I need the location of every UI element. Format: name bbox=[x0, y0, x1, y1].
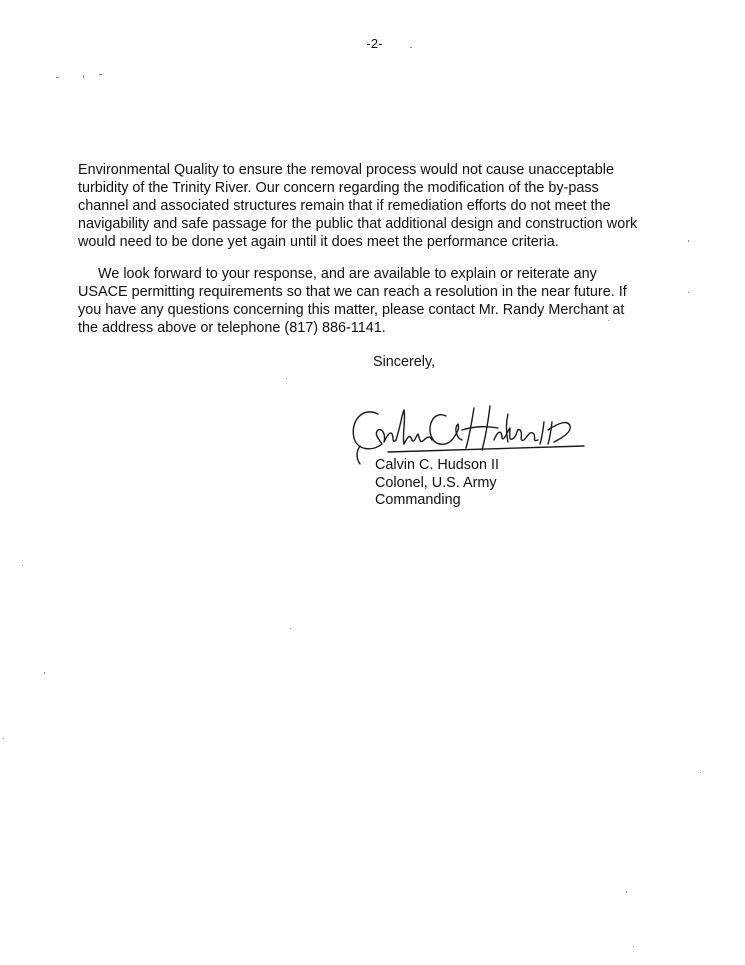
scan-speck bbox=[22, 565, 23, 566]
signatory-title: Colonel, U.S. Army bbox=[375, 474, 497, 491]
paragraph-line: turbidity of the Trinity River. Our concern regarding the modification of the by-pass bbox=[78, 180, 599, 196]
paragraph-line: USACE permitting requirements so that we can reach a resolution in the near future. If bbox=[78, 284, 627, 300]
paragraph-line: would need to be done yet again until it does meet the performance criteria. bbox=[78, 234, 559, 250]
scan-speck bbox=[99, 74, 102, 75]
signature-block bbox=[375, 457, 499, 510]
scan-speck bbox=[608, 320, 609, 321]
signatory-role: Commanding bbox=[375, 492, 461, 508]
scan-speck bbox=[633, 946, 634, 947]
scan-speck bbox=[700, 772, 701, 773]
body-paragraph-1 bbox=[78, 161, 678, 251]
paragraph-line: navigability and safe passage for the public that additional design and construction work bbox=[78, 216, 638, 232]
scan-speck bbox=[3, 738, 4, 739]
body-paragraph-2 bbox=[78, 265, 678, 337]
scan-speck bbox=[410, 47, 412, 48]
signatory-name: Calvin C. Hudson II bbox=[375, 457, 499, 473]
scan-speck bbox=[83, 75, 84, 78]
closing-salutation: Sincerely, bbox=[373, 354, 436, 370]
paragraph-line: channel and associated structures remain that if remediation efforts do not meet the bbox=[78, 198, 611, 214]
scan-speck bbox=[290, 628, 291, 629]
paragraph-line: We look forward to your response, and are available to explain or reiterate any bbox=[78, 266, 597, 282]
paragraph-line: you have any questions concerning this matter, please contact Mr. Randy Merchant at bbox=[78, 302, 625, 318]
scan-speck bbox=[56, 77, 59, 78]
paragraph-line: the address above or telephone (817) 886-1141. bbox=[78, 320, 386, 336]
page-number: -2- bbox=[366, 36, 383, 51]
scan-speck bbox=[688, 240, 689, 242]
scan-speck bbox=[286, 378, 287, 379]
scan-speck bbox=[626, 891, 627, 893]
paragraph-line: Environmental Quality to ensure the removal process would not cause unacceptable bbox=[78, 162, 614, 178]
scan-speck bbox=[44, 672, 45, 674]
scan-speck bbox=[688, 292, 689, 293]
